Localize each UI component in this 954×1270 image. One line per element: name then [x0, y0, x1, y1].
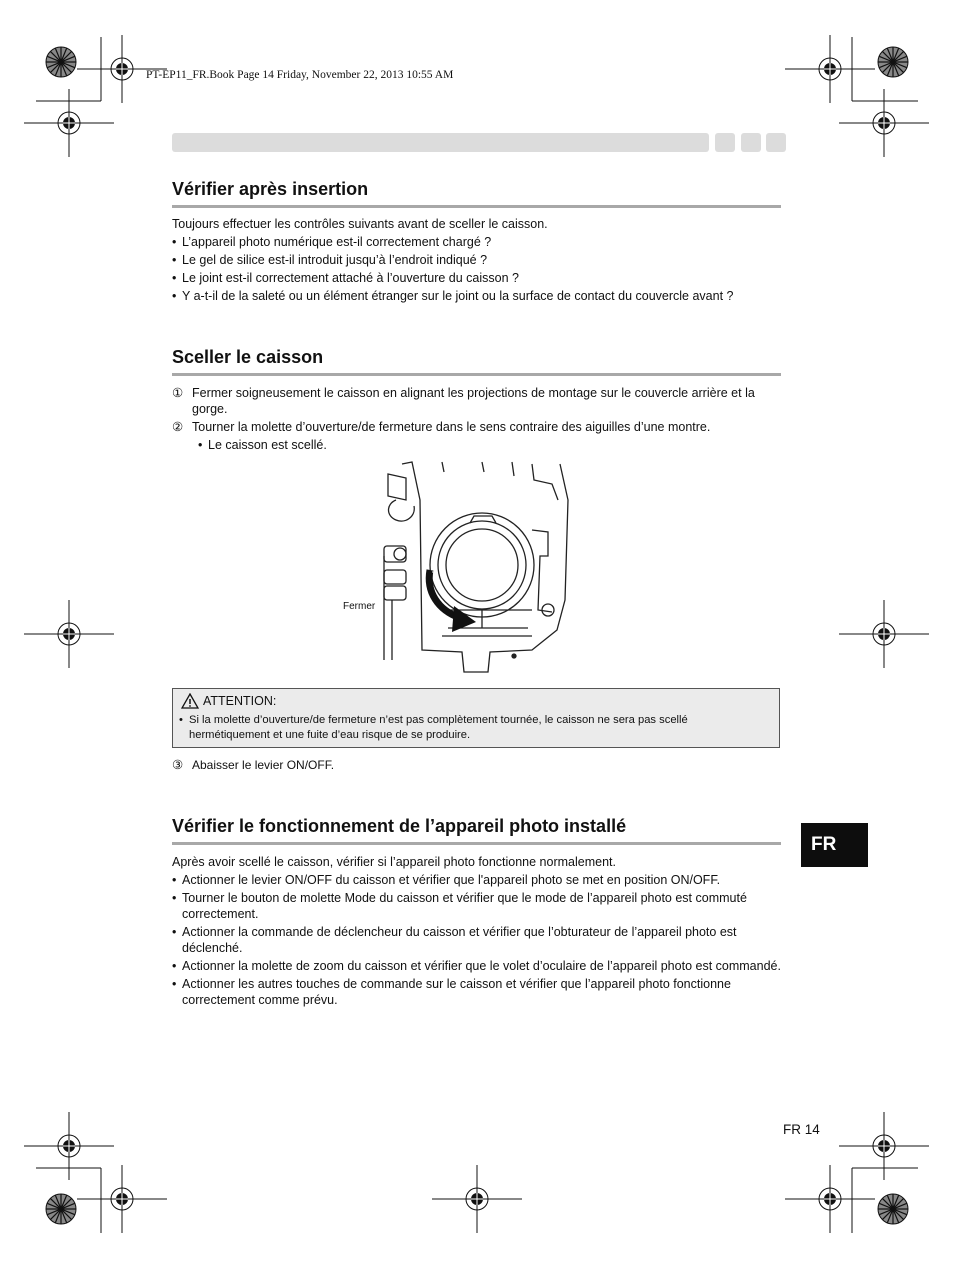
list-item: • L’appareil photo numérique est-il correctement chargé ?	[172, 234, 787, 250]
section1-intro: Toujours effectuer les contrôles suivants avant de sceller le caisson.	[172, 217, 548, 231]
section-title-verifier-fonctionnement: Vérifier le fonctionnement de l’appareil photo installé	[172, 816, 627, 836]
attention-body	[179, 713, 769, 745]
step-text: Tourner la molette d’ouverture/de fermeture dans le sens contraire des aiguilles d’une montre.	[192, 420, 711, 434]
attention-list	[179, 713, 769, 743]
list-item: • Actionner le levier ON/OFF du caisson et vérifier que l'appareil photo se met en position ON/OFF.	[172, 872, 784, 888]
step-number: ②	[172, 420, 184, 434]
section-rule	[172, 842, 781, 845]
print-header: PT-EP11_FR.Book Page 14 Friday, November 22, 2013 10:55 AM	[146, 69, 454, 81]
figure-label-fermer: Fermer	[343, 601, 376, 612]
list-item: • Le joint est-il correctement attaché à l’ouverture du caisson ?	[172, 270, 787, 286]
section-title-verifier-insertion: Vérifier après insertion	[172, 179, 369, 199]
list-item: • Actionner les autres touches de commande sur le caisson et vérifier que l’appareil photo fonctionne correctement comme prévu.	[172, 976, 784, 1008]
step-number: ①	[172, 386, 184, 400]
step-text: Abaisser le levier ON/OFF.	[192, 758, 335, 772]
section2-steps	[172, 385, 784, 453]
attention-title	[181, 693, 276, 709]
header-square	[741, 133, 761, 152]
attention-title-text: ATTENTION:	[203, 694, 277, 708]
step-list	[172, 757, 787, 773]
step-item	[172, 419, 784, 435]
warning-icon	[181, 693, 199, 709]
language-tab: FR	[801, 823, 868, 867]
section-rule	[172, 205, 781, 208]
substep: • Le caisson est scellé.	[198, 438, 327, 452]
section3-bullet-list	[172, 872, 784, 1008]
step-number: ③	[172, 758, 184, 772]
list-item: • Si la molette d’ouverture/de fermeture n’est pas complètement tournée, le caisson ne sera pas scellé hermétiquement et une fuite d’eau risque de se produire.	[179, 713, 769, 743]
section-title-sceller: Sceller le caisson	[172, 347, 324, 367]
section1-body	[172, 216, 787, 306]
header-square	[766, 133, 786, 152]
step-3	[172, 757, 787, 775]
list-item: • Le gel de silice est-il introduit jusqu’à l’endroit indiqué ?	[172, 252, 787, 268]
header-square	[715, 133, 735, 152]
list-item: • Actionner la molette de zoom du caisson et vérifier que le volet d’oculaire de l’appareil photo est commandé.	[172, 958, 784, 974]
section1-bullet-list	[172, 234, 787, 304]
step-item	[172, 385, 784, 417]
page-number: FR 14	[783, 1122, 820, 1137]
housing-illustration	[382, 460, 578, 674]
list-item: • Tourner le bouton de molette Mode du caisson et vérifier que le mode de l’appareil photo est commuté correctement.	[172, 890, 784, 922]
list-item: • Y a-t-il de la saleté ou un élément étranger sur le joint ou la surface de contact du couvercle avant ?	[172, 288, 787, 304]
section-rule	[172, 373, 781, 376]
header-bar	[172, 133, 709, 152]
step-text: Fermer soigneusement le caisson en alignant les projections de montage sur le couvercle arrière et la gorge.	[192, 386, 755, 416]
step-list	[172, 385, 784, 435]
section3-body	[172, 854, 784, 1010]
attention-box	[172, 688, 780, 748]
section3-intro: Après avoir scellé le caisson, vérifier si l’appareil photo fonctionne normalement.	[172, 855, 616, 869]
substep-text: Le caisson est scellé.	[208, 438, 327, 452]
list-item: • Actionner la commande de déclencheur du caisson et vérifier que l’obturateur de l’appareil photo est déclenché.	[172, 924, 784, 956]
step-item	[172, 757, 787, 773]
